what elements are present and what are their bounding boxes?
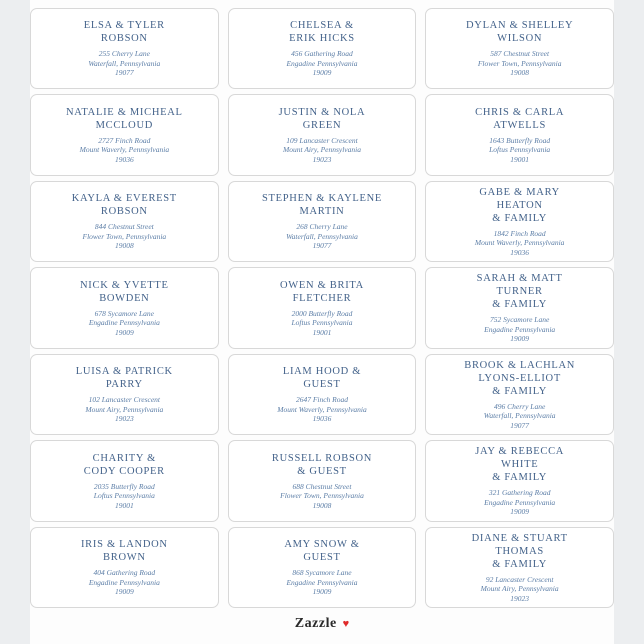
address-label	[228, 440, 417, 521]
address-label	[228, 94, 417, 175]
address-label	[425, 440, 614, 521]
recipient-address-line: 92 Lancaster Crescent	[485, 574, 554, 584]
recipient-address-line: 19077	[114, 68, 134, 78]
recipient-address-line: 19001	[312, 327, 332, 337]
recipient-address-line: 496 Cherry Lane	[494, 401, 546, 411]
recipient-address-line: 678 Sycamore Lane	[94, 308, 154, 318]
recipient-address-line: 19001	[114, 500, 134, 510]
recipient-address-line: Engadine Pennsylvania	[286, 577, 358, 587]
recipient-address	[484, 402, 556, 431]
recipient-address	[286, 49, 357, 78]
recipient-address-line: 268 Cherry Lane	[296, 222, 348, 232]
address-label	[30, 8, 219, 89]
recipient-address-line: Engadine Pennsylvania	[286, 58, 358, 68]
recipient-name	[477, 272, 563, 311]
recipient-name-line: MCCLOUD	[95, 119, 154, 131]
address-label	[425, 8, 614, 89]
recipient-address-line: 2000 Butterfly Road	[291, 308, 353, 318]
recipient-address-line: Engadine Pennsylvania	[484, 497, 556, 507]
recipient-name-line: GABE & MARY	[479, 186, 560, 198]
recipient-name-line: ELSA & TYLER	[83, 20, 165, 32]
zazzle-footer	[30, 612, 614, 636]
recipient-address-line: 19009	[312, 587, 332, 597]
recipient-name	[280, 279, 364, 305]
address-label	[30, 440, 219, 521]
address-label	[425, 267, 614, 348]
recipient-address-line: Mount Waverly, Pennsylvania	[474, 238, 565, 248]
recipient-name-line: MARTIN	[299, 206, 345, 218]
recipient-address-line: Flower Town, Pennsylvania	[477, 58, 562, 68]
recipient-address	[484, 488, 555, 517]
recipient-address-line: 2647 Finch Road	[295, 395, 349, 405]
zazzle-wordmark: Zazzle	[294, 616, 337, 631]
address-label	[30, 267, 219, 348]
recipient-name-line: NICK & YVETTE	[80, 279, 169, 291]
address-label	[228, 181, 417, 262]
recipient-name-line: DYLAN & SHELLEY	[466, 20, 574, 32]
recipient-address-line: Mount Airy, Pennsylvania	[480, 584, 559, 594]
recipient-address-line: 587 Chestnut Street	[490, 49, 550, 59]
recipient-address-line: 19036	[312, 414, 332, 424]
recipient-address-line: Loftus Pennsylvania	[291, 318, 353, 328]
recipient-address	[286, 222, 358, 251]
recipient-address	[89, 568, 160, 597]
recipient-name	[84, 19, 165, 45]
recipient-address-line: 19036	[510, 247, 530, 257]
recipient-address-line: Loftus Pennsylvania	[93, 491, 155, 501]
address-label	[228, 267, 417, 348]
address-label	[30, 527, 219, 608]
address-label	[30, 94, 219, 175]
recipient-address	[475, 229, 565, 258]
recipient-address-line: 19077	[510, 420, 530, 430]
recipient-address-line: 688 Chestnut Street	[292, 481, 352, 491]
recipient-name	[80, 279, 169, 305]
recipient-address-line: Engadine Pennsylvania	[484, 324, 556, 334]
recipient-address-line: 102 Lancaster Crescent	[88, 395, 161, 405]
recipient-name-line: TURNER	[496, 286, 543, 298]
recipient-address-line: Mount Airy, Pennsylvania	[85, 404, 164, 414]
recipient-name-line: LYONS-ELLIOT	[478, 372, 561, 384]
recipient-name-line: SARAH & MATT	[476, 273, 563, 285]
recipient-address-line: 19009	[510, 507, 530, 517]
recipient-address	[280, 482, 364, 511]
recipient-address	[80, 136, 170, 165]
recipient-name-line: FLETCHER	[292, 292, 352, 304]
address-label	[30, 181, 219, 262]
recipient-address-line: 19001	[510, 154, 530, 164]
recipient-address-line: 456 Gathering Road	[291, 49, 353, 59]
recipient-address-line: 19009	[114, 587, 134, 597]
recipient-address-line: 19008	[114, 241, 134, 251]
recipient-name	[479, 186, 560, 225]
recipient-address-line: 19009	[510, 334, 530, 344]
recipient-name-line: & FAMILY	[492, 212, 548, 224]
recipient-address	[489, 136, 550, 165]
recipient-name-line: CHARITY &	[92, 452, 157, 464]
address-label	[228, 8, 417, 89]
recipient-address-line: Mount Waverly, Pennsylvania	[277, 404, 367, 414]
recipient-name-line: PARRY	[105, 379, 143, 391]
recipient-address-line: Waterfall, Pennsylvania	[483, 411, 556, 421]
recipient-name-line: GUEST	[303, 552, 341, 564]
address-label	[425, 354, 614, 435]
recipient-address	[82, 222, 166, 251]
recipient-name-line: ROBSON	[100, 206, 148, 218]
recipient-address-line: 321 Gathering Road	[488, 488, 551, 498]
recipient-address-line: Flower Town, Pennsylvania	[82, 231, 167, 241]
recipient-name-line: & FAMILY	[492, 385, 548, 397]
recipient-address-line: 2727 Finch Road	[98, 135, 151, 145]
recipient-address-line: Engadine Pennsylvania	[88, 318, 160, 328]
label-sheet-inner	[30, 8, 614, 636]
recipient-address-line: Waterfall, Pennsylvania	[88, 58, 161, 68]
recipient-address-line: 109 Lancaster Crescent	[286, 135, 358, 145]
recipient-name-line: OWEN & BRITA	[280, 279, 364, 291]
recipient-name-line: & FAMILY	[492, 558, 548, 570]
recipient-name	[262, 192, 382, 218]
address-label	[228, 354, 417, 435]
recipient-name-line: LUISA & PATRICK	[75, 366, 173, 378]
recipient-address-line: 19009	[312, 68, 332, 78]
recipient-name-line: & GUEST	[297, 465, 347, 477]
recipient-address-line: 752 Sycamore Lane	[490, 315, 550, 325]
recipient-name	[76, 365, 173, 391]
recipient-address-line: 844 Chestnut Street	[94, 222, 154, 232]
recipient-address-line: 404 Gathering Road	[93, 568, 156, 578]
recipient-name-line: DIANE & STUART	[471, 532, 568, 544]
recipient-name-line: GREEN	[302, 119, 342, 131]
recipient-address-line: Mount Waverly, Pennsylvania	[79, 145, 170, 155]
recipient-name-line: BROWN	[103, 552, 146, 564]
recipient-address	[89, 309, 160, 338]
recipient-name	[81, 538, 168, 564]
recipient-address-line: 255 Cherry Lane	[98, 49, 150, 59]
recipient-address-line: 19008	[312, 500, 332, 510]
recipient-name-line: ATWELLS	[493, 119, 547, 131]
recipient-name-line: WHITE	[500, 459, 539, 471]
recipient-name-line: NATALIE & MICHEAL	[66, 106, 183, 118]
recipient-address-line: 19008	[510, 68, 530, 78]
recipient-name-line: JUSTIN & NOLA	[278, 106, 366, 118]
recipient-name-line: THOMAS	[495, 545, 544, 557]
recipient-name-line: CODY COOPER	[83, 465, 165, 477]
recipient-name-line: LIAM HOOD &	[282, 366, 362, 378]
recipient-address	[85, 395, 163, 424]
address-label	[425, 181, 614, 262]
address-label	[228, 527, 417, 608]
recipient-address-line: 19023	[114, 414, 134, 424]
recipient-name	[475, 445, 564, 484]
recipient-name	[72, 192, 177, 218]
address-label	[425, 527, 614, 608]
recipient-name-line: STEPHEN & KAYLENE	[261, 193, 382, 205]
recipient-name-line: JAY & REBECCA	[475, 446, 565, 458]
recipient-address	[481, 575, 559, 604]
recipient-address-line: 19009	[114, 327, 134, 337]
recipient-name	[272, 452, 372, 478]
recipient-address	[484, 315, 555, 344]
recipient-address-line: Loftus Pennsylvania	[489, 145, 551, 155]
recipient-name-line: ERIK HICKS	[289, 33, 355, 45]
address-label	[30, 354, 219, 435]
heart-icon: ♥	[342, 618, 350, 630]
recipient-name	[475, 106, 564, 132]
recipient-name-line: HEATON	[496, 199, 543, 211]
recipient-address	[286, 568, 357, 597]
recipient-name	[284, 538, 359, 564]
recipient-name-line: BOWDEN	[99, 292, 150, 304]
recipient-name	[466, 19, 573, 45]
recipient-name	[279, 106, 366, 132]
recipient-name-line: KAYLA & EVEREST	[71, 193, 177, 205]
recipient-name-line: & FAMILY	[492, 472, 548, 484]
recipient-name	[472, 532, 568, 571]
recipient-name-line: RUSSELL ROBSON	[271, 452, 373, 464]
recipient-address	[478, 49, 562, 78]
recipient-address-line: 19036	[114, 154, 134, 164]
recipient-address	[277, 395, 367, 424]
recipient-name-line: CHRIS & CARLA	[475, 106, 565, 118]
recipient-address-line: Waterfall, Pennsylvania	[286, 231, 358, 241]
recipient-name	[283, 365, 361, 391]
recipient-address-line: 1842 Finch Road	[493, 228, 546, 238]
page-edge-right	[614, 0, 644, 644]
recipient-address	[291, 309, 352, 338]
recipient-address-line: 19023	[312, 154, 332, 164]
recipient-name-line: IRIS & LANDON	[80, 539, 168, 551]
recipient-name	[289, 19, 355, 45]
recipient-name-line: WILSON	[497, 33, 543, 45]
recipient-name	[66, 106, 183, 132]
recipient-address-line: 19077	[312, 241, 332, 251]
recipient-address	[88, 49, 160, 78]
recipient-name-line: BROOK & LACHLAN	[464, 359, 576, 371]
recipient-address-line: 1643 Butterfly Road	[489, 135, 551, 145]
recipient-name	[464, 359, 575, 398]
recipient-name-line: & FAMILY	[492, 299, 548, 311]
recipient-name-line: CHELSEA &	[290, 20, 354, 32]
recipient-address-line: 19023	[510, 593, 530, 603]
label-grid	[30, 8, 614, 608]
page-edge-left	[0, 0, 30, 644]
recipient-name-line: AMY SNOW &	[284, 539, 360, 551]
address-label	[425, 94, 614, 175]
recipient-address-line: Mount Airy, Pennsylvania	[283, 145, 361, 155]
recipient-address	[283, 136, 361, 165]
recipient-address-line: 2035 Butterfly Road	[93, 481, 155, 491]
recipient-address-line: Flower Town, Pennsylvania	[280, 491, 364, 501]
recipient-address-line: 868 Sycamore Lane	[292, 568, 352, 578]
recipient-name-line: GUEST	[303, 379, 341, 391]
recipient-name-line: ROBSON	[100, 33, 148, 45]
recipient-name	[84, 452, 165, 478]
recipient-address	[94, 482, 155, 511]
recipient-address-line: Engadine Pennsylvania	[88, 577, 160, 587]
